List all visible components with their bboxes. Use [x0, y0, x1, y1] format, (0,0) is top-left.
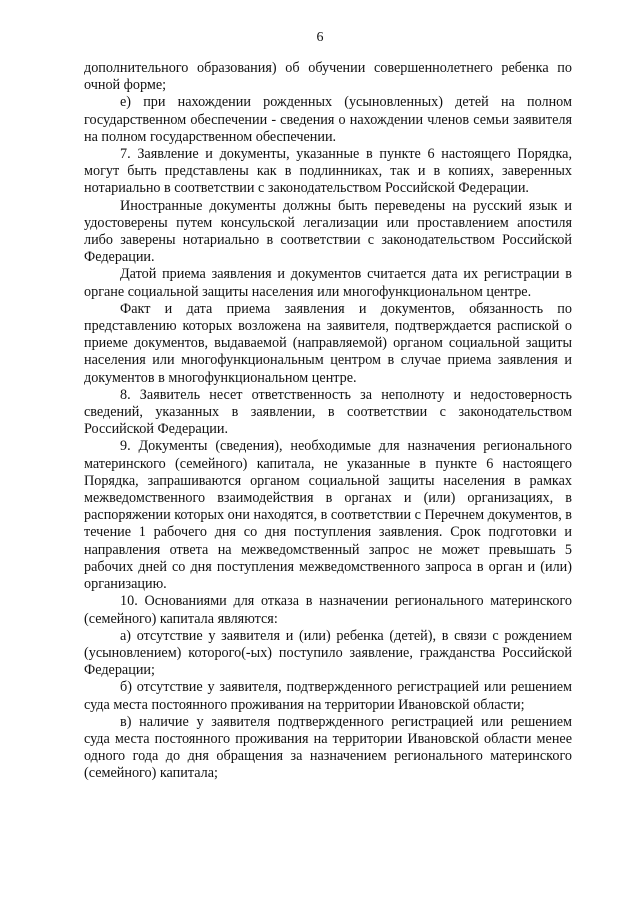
paragraph-clause-10: 10. Основаниями для отказа в назначении регионального материнского (семейного) капитала являются: — [84, 593, 572, 627]
paragraph-item-a: а) отсутствие у заявителя и (или) ребенка (детей), в связи с рождением (усыновлением) которого(-ых) поступило заявление, гражданства Российской Федерации; — [84, 627, 572, 679]
paragraph-receipt-confirmation: Факт и дата приема заявления и документов, обязанность по представлению которых возложена на заявителя, подтверждается распиской о приеме документов, выдаваемой (направляемой) органом социальной защиты населения или многофункциональным центром в случае приема заявления и документов в многофункциональном центре. — [84, 300, 572, 386]
paragraph-clause-9: 9. Документы (сведения), необходимые для назначения регионального материнского (семейного) капитала, не указанные в пункте 6 настоящего Порядка, запрашиваются органом социальной защиты населения в рамках межведомственного взаимодействия в органах и (или) организациях, в распоряжении которых они находятся, в соответствии с Перечнем документов, в течение 1 рабочего дня со дня поступления заявления. Срок подготовки и направления ответа на межведомственный запрос не может превышать 5 рабочих дней со дня поступления межведомственного запроса в орган и (или) организацию. — [84, 438, 572, 593]
document-body — [84, 60, 572, 783]
paragraph-receipt-date: Датой приема заявления и документов считается дата их регистрации в органе социальной защиты населения или многофункциональном центре. — [84, 266, 572, 300]
paragraph-clause-7: 7. Заявление и документы, указанные в пункте 6 настоящего Порядка, могут быть представлены как в подлинниках, так и в копиях, заверенных нотариально в соответствии с законодательством Российской Федерации. — [84, 146, 572, 197]
paragraph-continuation: дополнительного образования) об обучении совершеннолетнего ребенка по очной форме; — [84, 60, 572, 94]
page-number: 6 — [316, 30, 324, 45]
paragraph-item-v: в) наличие у заявителя подтвержденного регистрацией или решением суда места постоянного проживания на территории Ивановской области менее одного года до дня обращения за назначением регионального материнского (семейного) капитала; — [84, 713, 572, 782]
paragraph-item-e: е) при нахождении рожденных (усыновленных) детей на полном государственном обеспечении - сведения о нахождении членов семьи заявителя на полном государственном обеспечении. — [84, 94, 572, 145]
paragraph-item-b: б) отсутствие у заявителя, подтвержденного регистрацией или решением суда места постоянного проживания на территории Ивановской области; — [84, 679, 572, 713]
paragraph-clause-8: 8. Заявитель несет ответственность за неполноту и недостоверность сведений, указанных в заявлении, в соответствии с законодательством Российской Федерации. — [84, 386, 572, 438]
paragraph-foreign-documents: Иностранные документы должны быть переведены на русский язык и удостоверены путем консульской легализации или проставлением апостиля либо заверены нотариально в соответствии с законодательством Российской Федерации. — [84, 197, 572, 266]
